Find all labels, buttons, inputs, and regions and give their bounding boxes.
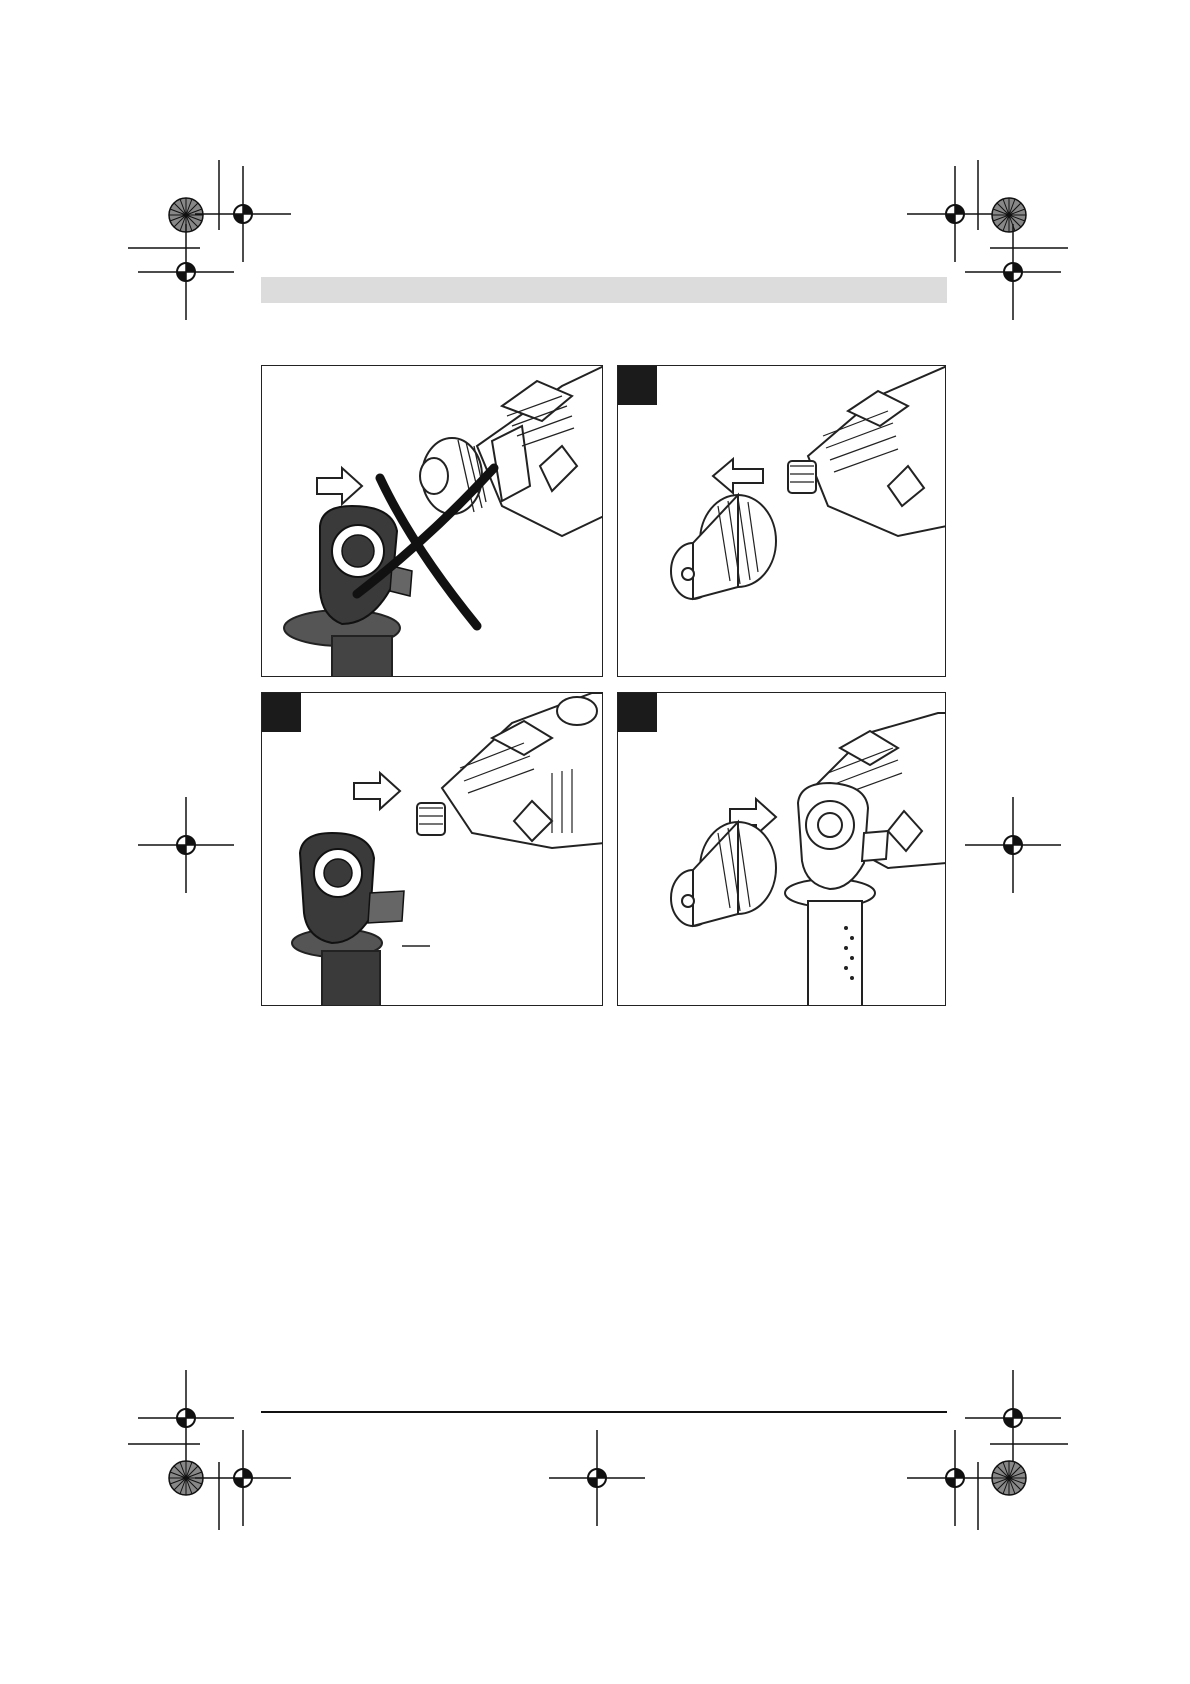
arrow-right-icon — [354, 773, 400, 809]
drill-chuck-illustration — [671, 495, 776, 599]
crosshair-mark-left-lower — [138, 1370, 234, 1466]
starburst-mark-br — [992, 1461, 1026, 1495]
figure-a-illustration — [262, 366, 603, 677]
figure-b-illustration — [618, 366, 946, 677]
crosshair-mark-right-upper — [965, 224, 1061, 320]
figure-panel-b — [617, 365, 946, 677]
auxiliary-handle-illustration — [292, 833, 404, 1006]
figure-panel-a — [261, 365, 603, 677]
arrow-left-icon — [713, 459, 763, 493]
crosshair-mark-left-upper — [138, 224, 234, 320]
crosshair-mark-bottom-left — [195, 1430, 291, 1526]
header-bar — [261, 277, 947, 303]
crosshair-mark-right-mid — [965, 797, 1061, 893]
crosshair-mark-top-left — [195, 166, 291, 262]
crosshair-mark-top-right — [907, 166, 1003, 262]
crosshair-mark-bottom-right — [907, 1430, 1003, 1526]
drill-chuck-illustration — [671, 822, 776, 926]
footer-rule — [261, 1411, 947, 1413]
crosshair-mark-left-mid — [138, 797, 234, 893]
arrow-right-icon — [317, 468, 362, 504]
crosshair-mark-bottom-center — [549, 1430, 645, 1526]
figure-panel-c — [261, 692, 603, 1006]
figure-c-illustration — [262, 693, 603, 1006]
crosshair-mark-right-lower — [965, 1370, 1061, 1466]
auxiliary-handle-illustration — [284, 506, 412, 677]
starburst-mark-tr — [992, 198, 1026, 232]
figure-d-illustration — [618, 693, 946, 1006]
figure-panel-d — [617, 692, 946, 1006]
